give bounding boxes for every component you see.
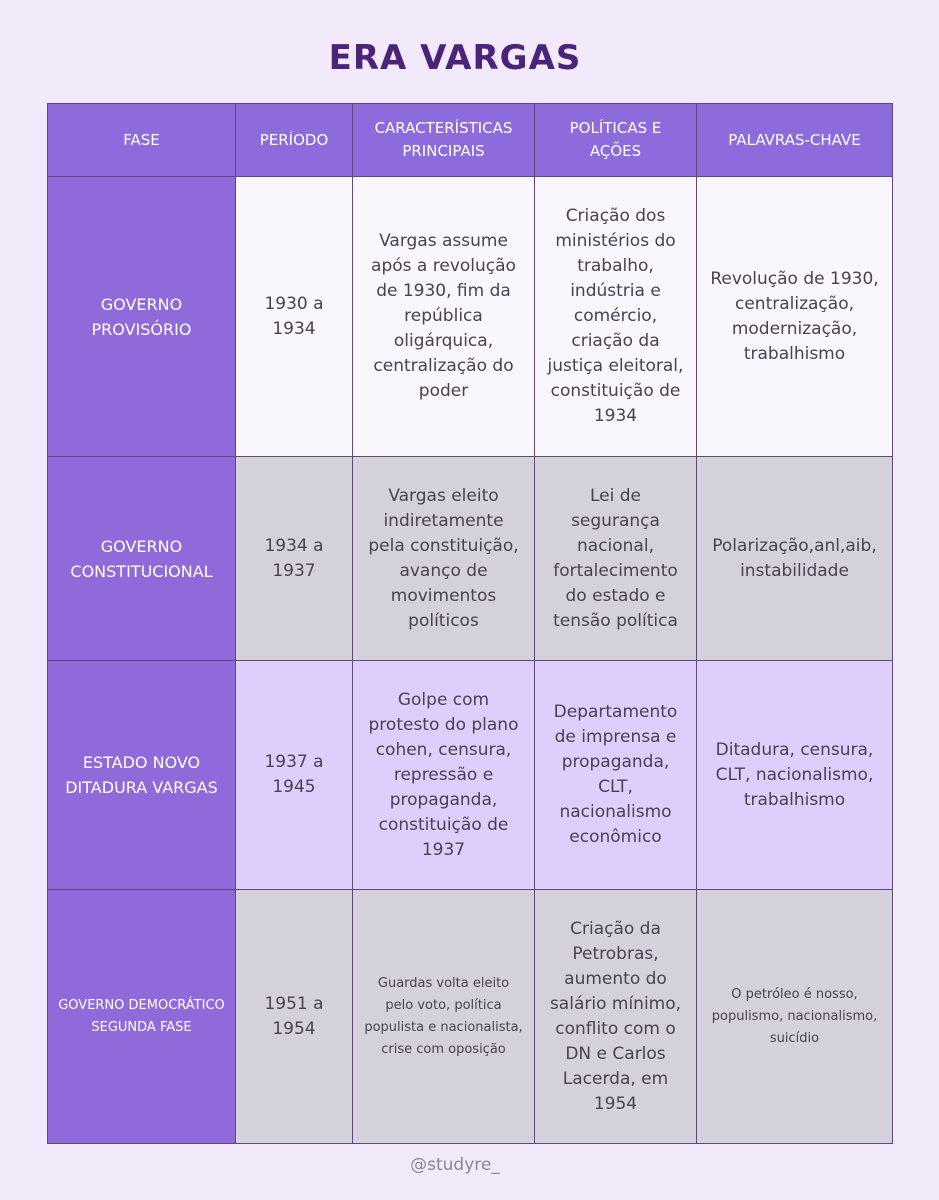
phase-cell: GOVERNO DEMOCRÁTICO SEGUNDA FASE (48, 890, 236, 1144)
table-header-row (48, 104, 893, 177)
period-cell: 1951 a 1954 (236, 890, 353, 1144)
author-credit: @studyre_ (410, 1155, 500, 1175)
period-cell: 1934 a 1937 (236, 457, 353, 661)
era-vargas-table (47, 103, 893, 1144)
politicas-cell: Criação dos ministérios do trabalho, indústria e comércio, criação da justiça eleitoral, constituição de 1934 (535, 177, 697, 457)
politicas-cell: Criação da Petrobras, aumento do salário mínimo, conflito com o DN e Carlos Lacerda, em 1954 (535, 890, 697, 1144)
palavras-cell: Ditadura, censura, CLT, nacionalismo, trabalhismo (697, 661, 893, 890)
header-palavras: PALAVRAS-CHAVE (697, 104, 893, 177)
period-cell: 1937 a 1945 (236, 661, 353, 890)
page-title: ERA VARGAS (328, 38, 582, 78)
caracteristicas-cell: Vargas assume após a revolução de 1930, fim da república oligárquica, centralização do poder (353, 177, 535, 457)
phase-cell: GOVERNO PROVISÓRIO (48, 177, 236, 457)
politicas-cell: Departamento de imprensa e propaganda, CLT, nacionalismo econômico (535, 661, 697, 890)
header-caracteristicas: CARACTERÍSTICAS PRINCIPAIS (353, 104, 535, 177)
politicas-cell: Lei de segurança nacional, fortalecimento do estado e tensão política (535, 457, 697, 661)
caracteristicas-cell: Golpe com protesto do plano cohen, censura, repressão e propaganda, constituição de 1937 (353, 661, 535, 890)
phase-cell: GOVERNO CONSTITUCIONAL (48, 457, 236, 661)
palavras-cell: Polarização,anl,aib, instabilidade (697, 457, 893, 661)
caracteristicas-cell: Vargas eleito indiretamente pela constituição, avanço de movimentos políticos (353, 457, 535, 661)
caracteristicas-cell: Guardas volta eleito pelo voto, política populista e nacionalista, crise com oposição (353, 890, 535, 1144)
table-row (48, 890, 893, 1144)
table-row (48, 177, 893, 457)
phase-cell: ESTADO NOVO DITADURA VARGAS (48, 661, 236, 890)
header-politicas: POLÍTICAS E AÇÕES (535, 104, 697, 177)
period-cell: 1930 a 1934 (236, 177, 353, 457)
table-row (48, 661, 893, 890)
palavras-cell: Revolução de 1930, centralização, modernização, trabalhismo (697, 177, 893, 457)
header-periodo: PERÍODO (236, 104, 353, 177)
table-row (48, 457, 893, 661)
palavras-cell: O petróleo é nosso, populismo, nacionalismo, suicídio (697, 890, 893, 1144)
header-fase: FASE (48, 104, 236, 177)
